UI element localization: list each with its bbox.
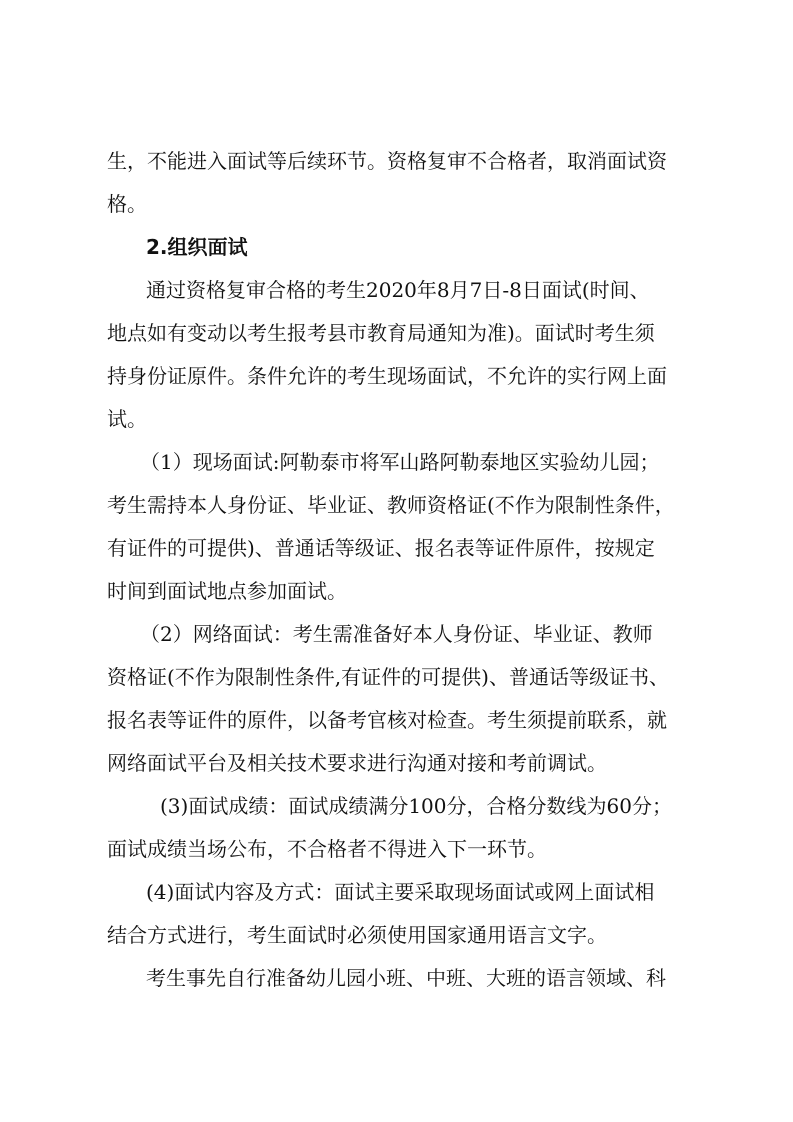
text-line: 通过资格复审合格的考生2020年8月7日-8日面试(时间、 — [146, 278, 650, 302]
text-line: 时间到面试地点参加面试。 — [107, 579, 347, 603]
text-line: (4)面试内容及方式：面试主要采取现场面试或网上面试相 — [146, 880, 655, 904]
text-line: 生，不能进入面试等后续环节。资格复审不合格者，取消面试资 — [107, 149, 667, 173]
text-line: (3)面试成绩：面试成绩满分100分，合格分数线为60分； — [160, 794, 672, 818]
text-line: 试。 — [107, 407, 147, 431]
text-line: 报名表等证件的原件，以备考官核对检查。考生须提前联系，就 — [107, 708, 667, 732]
text-line: 面试成绩当场公布，不合格者不得进入下一环节。 — [107, 837, 547, 861]
text-line: 持身份证原件。条件允许的考生现场面试，不允许的实行网上面 — [107, 364, 667, 388]
text-line: 地点如有变动以考生报考县市教育局通知为准)。面试时考生须 — [107, 321, 655, 345]
section-heading: 2.组织面试 — [146, 235, 248, 259]
text-line: 格。 — [107, 192, 147, 216]
text-line: 结合方式进行，考生面试时必须使用国家通用语言文字。 — [107, 923, 607, 947]
text-line: （2）网络面试：考生需准备好本人身份证、毕业证、教师 — [140, 622, 653, 646]
text-line: 考生需持本人身份证、毕业证、教师资格证(不作为限制性条件， — [107, 493, 675, 517]
text-line: 资格证(不作为限制性条件,有证件的可提供)、普通话等级证书、 — [107, 665, 669, 689]
text-line: 考生事先自行准备幼儿园小班、中班、大班的语言领域、科 — [146, 966, 666, 990]
text-line: 有证件的可提供)、普通话等级证、报名表等证件原件，按规定 — [107, 536, 655, 560]
text-line: （1）现场面试:阿勒泰市将军山路阿勒泰地区实验幼儿园； — [140, 450, 660, 474]
text-line: 网络面试平台及相关技术要求进行沟通对接和考前调试。 — [107, 751, 607, 775]
